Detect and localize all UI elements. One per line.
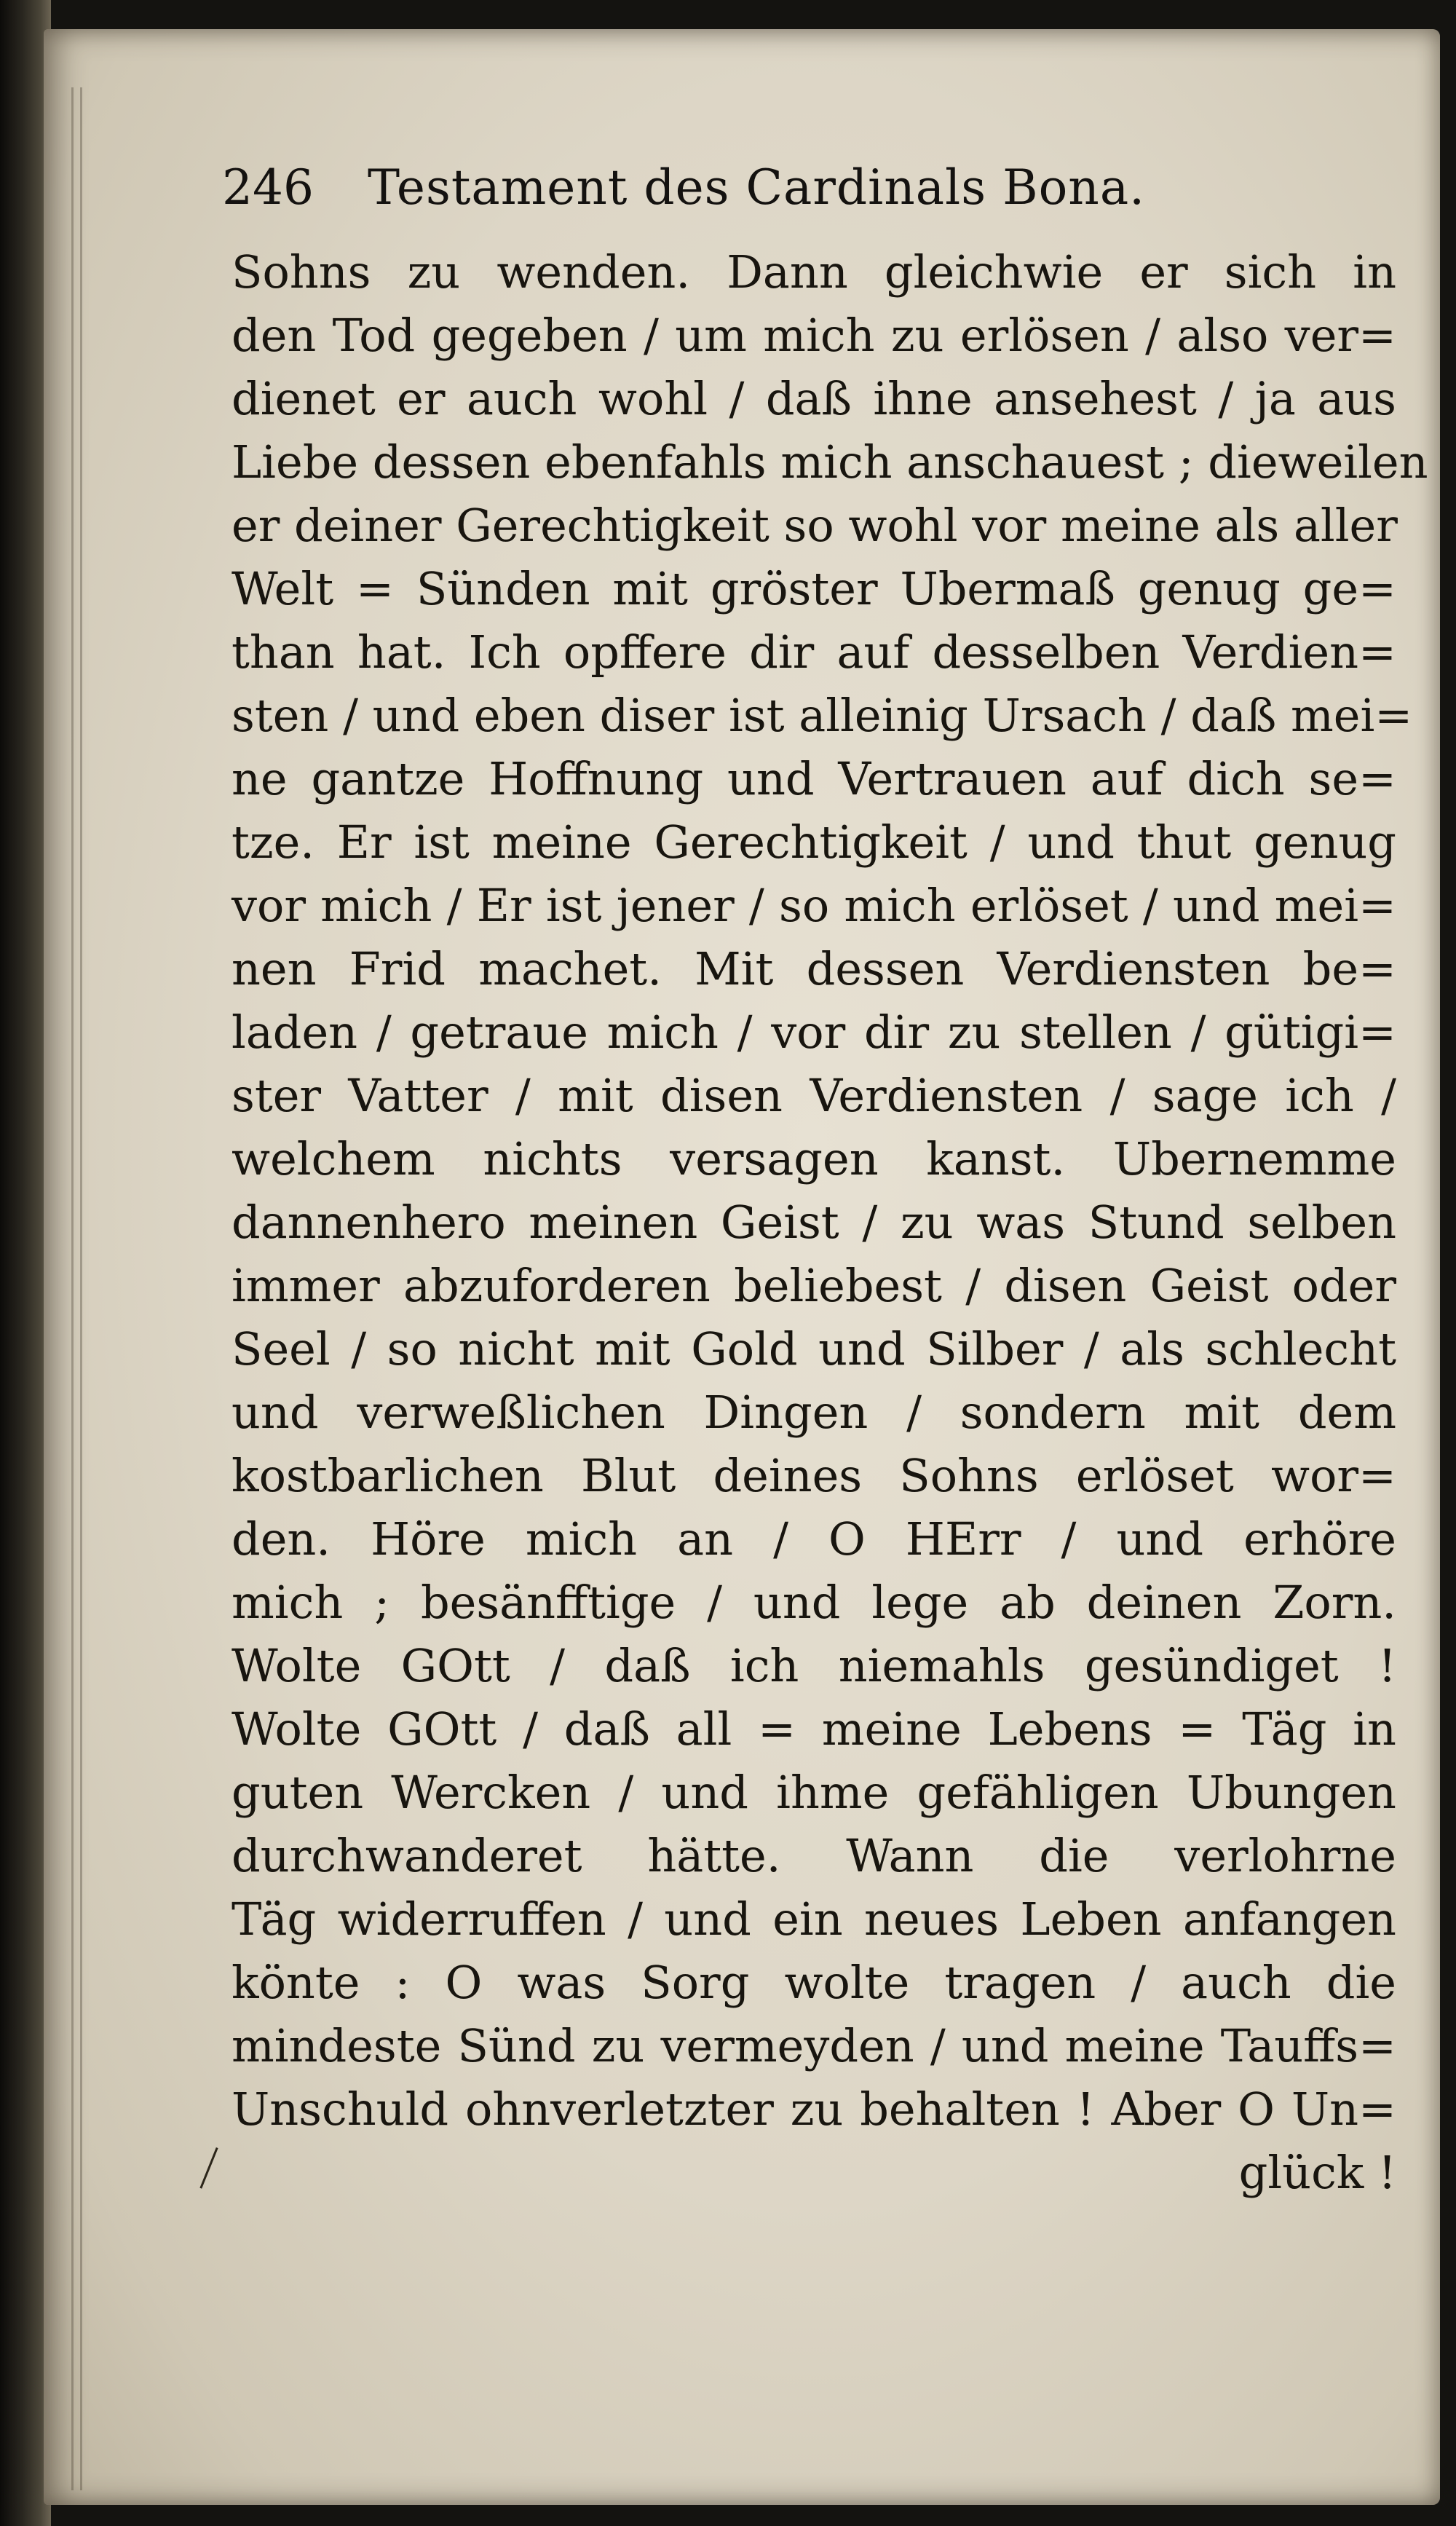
text-line: vor mich / Er ist jener / so mich erlöset / und mei= [232,879,1396,932]
text-line: Sohns zu wenden. Dann gleichwie er sich in [232,245,1396,299]
text-line: nen Frid machet. Mit dessen Verdiensten be= [232,942,1396,995]
body-text [232,240,1428,2204]
text-line: könte : O was Sorg wolte tragen / auch die [232,1956,1396,2009]
text-line: than hat. Ich opffere dir auf desselben Verdien= [232,625,1396,679]
text-line: welchem nichts versagen kanst. Ubernemme [232,1132,1396,1185]
catchword-line: glück ! [1238,2146,1396,2199]
page-number: 246 [222,159,314,216]
text-line: immer abzuforderen beliebest / disen Geist oder [232,1259,1396,1312]
text-line: dienet er auch wohl / daß ihne ansehest / ja aus [232,372,1396,425]
text-line: Welt = Sünden mit gröster Ubermaß genug ge= [232,562,1396,615]
text-line: den Tod gegeben / um mich zu erlösen / also ver= [232,309,1396,362]
text-line: ne gantze Hoffnung und Vertrauen auf dich se= [232,752,1396,805]
text-line: dannenhero meinen Geist / zu was Stund selben [232,1196,1396,1249]
text-line: Wolte GOtt / daß ich niemahls gesündiget ! [232,1639,1396,1692]
text-line: mich ; besänfftige / und lege ab deinen Zorn. [232,1576,1396,1629]
text-line: Täg widerruffen / und ein neues Leben anfangen [232,1892,1396,1946]
text-line: Unschuld ohnverletzter zu behalten ! Aber O Un= [232,2083,1396,2136]
text-line: guten Wercken / und ihme gefähligen Ubungen [232,1766,1396,1819]
text-line: laden / getraue mich / vor dir zu stellen / gütigi= [232,1006,1396,1059]
running-title: Testament des Cardinals Bona. [368,159,1146,216]
text-line: sten / und eben diser ist alleinig Ursach / daß mei= [232,689,1413,742]
text-line: durchwanderet hätte. Wann die verlohrne [232,1829,1396,1882]
page-edge-line [71,87,74,2490]
text-line: ster Vatter / mit disen Verdiensten / sage ich / [232,1069,1396,1122]
page-edge-line [80,87,82,2490]
running-head [222,149,1278,226]
text-line: tze. Er ist meine Gerechtigkeit / und thut genug [232,816,1396,869]
text-line: den. Höre mich an / O HErr / und erhöre [232,1512,1396,1566]
text-line: und verweßlichen Dingen / sondern mit dem [232,1386,1396,1439]
text-line: Liebe dessen ebenfahls mich anschauest ; dieweilen [232,435,1428,489]
text-line: kostbarlichen Blut deines Sohns erlöset wor= [232,1449,1396,1502]
text-line: Seel / so nicht mit Gold und Silber / als schlecht [232,1322,1396,1376]
text-line: er deiner Gerechtigkeit so wohl vor meine als aller [232,499,1398,552]
text-line: mindeste Sünd zu vermeyden / und meine Tauffs= [232,2019,1396,2072]
text-line: Wolte GOtt / daß all = meine Lebens = Täg in [232,1702,1396,1756]
